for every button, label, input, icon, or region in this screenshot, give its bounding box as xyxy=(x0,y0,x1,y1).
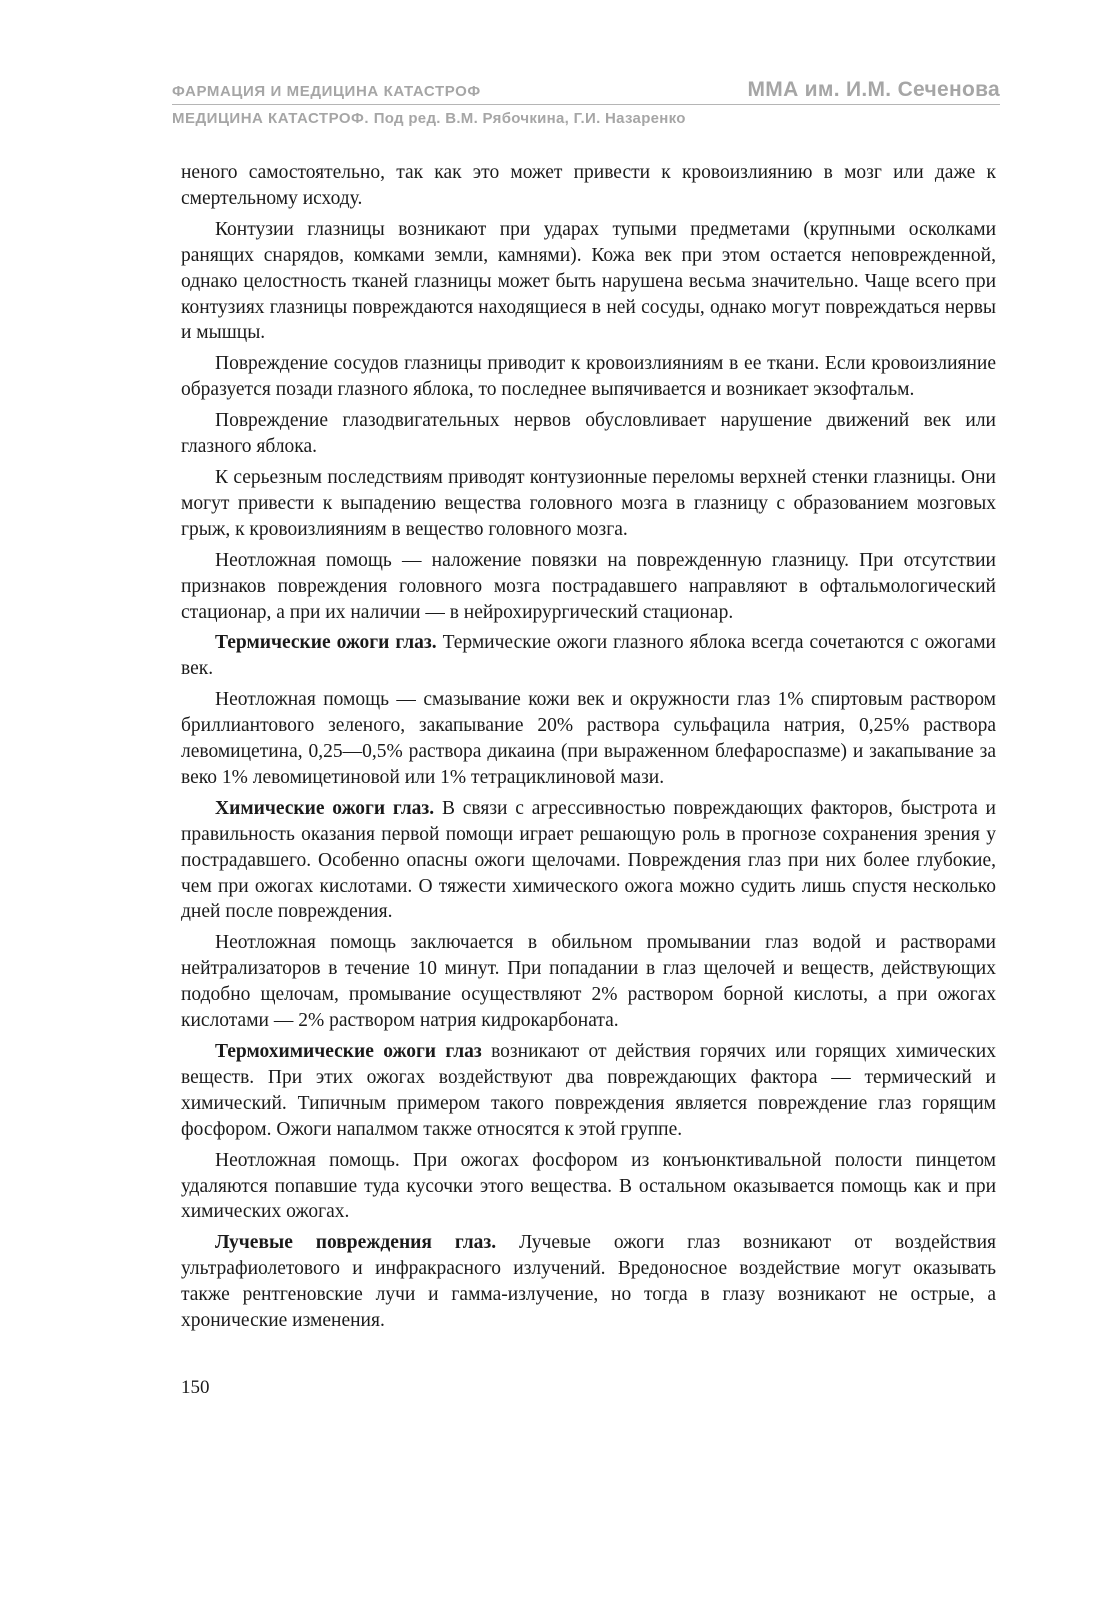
paragraph-text: Повреждение сосудов глазницы приводит к кровоизлияниям в ее ткани. Если кровоизлияние образуется позади глазного яблока, то последнее выпячивается и возникает экзофтальм. xyxy=(181,353,996,401)
body-paragraph xyxy=(181,687,996,791)
paragraph-heading: Термические ожоги глаз. xyxy=(215,632,437,654)
body-paragraph xyxy=(181,351,996,403)
page-number: 150 xyxy=(181,1377,210,1398)
paragraph-text: Неотложная помощь заключается в обильном промывании глаз водой и растворами нейтрализаторов в течение 10 минут. При попадании в глаз щелочей и веществ, действующих подобно щелочам, промывание осуществляют 2% раствором борной кислоты, а при ожогах кислотами — 2% раствором натрия кидрокарбоната. xyxy=(181,932,996,1032)
paragraph-heading: Лучевые повреждения глаз. xyxy=(215,1232,497,1254)
paragraph-text: Контузии глазницы возникают при ударах тупыми предметами (крупными осколками ранящих снарядов, комками земли, камнями). Кожа век при этом остается неповрежденной, однако целостность тканей глазницы может быть нарушена весьма значительно. Чаще всего при контузиях глазницы повреждаются находящиеся в ней сосуды, однако могут повреждаться нервы и мышцы. xyxy=(181,218,996,344)
paragraph-text: возникают от действия горячих или горящих химических веществ. При этих ожогах воздействуют два повреждающих фактора — термический и химический. Типичным примером такого повреждения является повреждение глаз горящим фосфором. Ожоги напалмом также относятся к этой группе. xyxy=(181,1041,996,1140)
paragraph-text: Лучевые ожоги глаз возникают от воздействия ультрафиолетового и инфракрасного излучений. Вредоносное воздействие могут оказывать также рентгеновские лучи и гамма-излучение, но тогда в глазу возникают не острые, а хронические изменения. xyxy=(181,1232,996,1332)
paragraph-text: Неотложная помощь — смазывание кожи век и окружности глаз 1% спиртовым раствором бриллиантового зеленого, закапывание 20% раствора сульфацила натрия, 0,25% раствора левомицетина, 0,25—0,5% раствора дикаина (при выраженном блефароспазме) и закапывание за веко 1% левомицетиновой или 1% тетрациклиновой мази. xyxy=(181,689,996,788)
body-paragraph xyxy=(181,408,996,460)
body-paragraph xyxy=(181,796,996,926)
header-top-row xyxy=(172,78,1000,105)
paragraph-text: Повреждение глазодвигательных нервов обусловливает нарушение движений век или глазного яблока. xyxy=(181,410,996,458)
page-body xyxy=(181,160,996,1339)
book-title: МЕДИЦИНА КАТАСТРОФ. xyxy=(172,110,370,127)
paragraph-text: Неотложная помощь — наложение повязки на поврежденную глазницу. При отсутствии признаков повреждения головного мозга пострадавшего направляют в офтальмологический стационар, а при их наличии — в нейрохирургический стационар. xyxy=(181,549,996,623)
body-paragraph xyxy=(181,1148,996,1226)
body-paragraph xyxy=(181,630,996,682)
book-editors: Под ред. В.М. Рябочкина, Г.И. Назаренко xyxy=(373,110,686,127)
publisher-name: ММА им. И.М. Сеченова xyxy=(747,78,1000,101)
body-paragraph xyxy=(181,930,996,1034)
series-title: ФАРМАЦИЯ И МЕДИЦИНА КАТАСТРОФ xyxy=(172,83,481,100)
header-bottom-row xyxy=(172,110,1000,127)
paragraph-text: К серьезным последствиям приводят контузионные переломы верхней стенки глазницы. Они могут привести к выпадению вещества головного мозга в глазницу с образованием мозговых грыж, к кровоизлияниям в вещество головного мозга. xyxy=(181,466,996,540)
body-paragraph xyxy=(181,465,996,543)
paragraph-heading: Химические ожоги глаз. xyxy=(215,797,435,819)
body-paragraph xyxy=(181,1230,996,1334)
paragraph-text: Неотложная помощь. При ожогах фосфором из конъюнктивальной полости пинцетом удаляются попавшие туда кусочки этого вещества. В остальном оказывается помощь как и при химических ожогах. xyxy=(181,1149,996,1223)
paragraph-text: В связи с агрессивностью повреждающих факторов, быстрота и правильность оказания первой помощи играет решающую роль в прогнозе сохранения зрения у пострадавшего. Особенно опасны ожоги щелочами. Повреждения глаз при них более глубокие, чем при ожогах кислотами. О тяжести химического ожога можно судить лишь спустя несколько дней после повреждения. xyxy=(181,797,996,923)
body-paragraph xyxy=(181,217,996,347)
running-header xyxy=(172,78,1000,127)
paragraph-heading: Термохимические ожоги глаз xyxy=(215,1041,482,1062)
body-paragraph xyxy=(181,1039,996,1143)
paragraph-text: неного самостоятельно, так как это может привести к кровоизлиянию в мозг или даже к смертельному исходу. xyxy=(181,162,996,209)
body-paragraph xyxy=(181,548,996,626)
body-paragraph xyxy=(181,160,996,212)
paragraph-text: Термические ожоги глазного яблока всегда сочетаются с ожогами век. xyxy=(181,632,996,680)
